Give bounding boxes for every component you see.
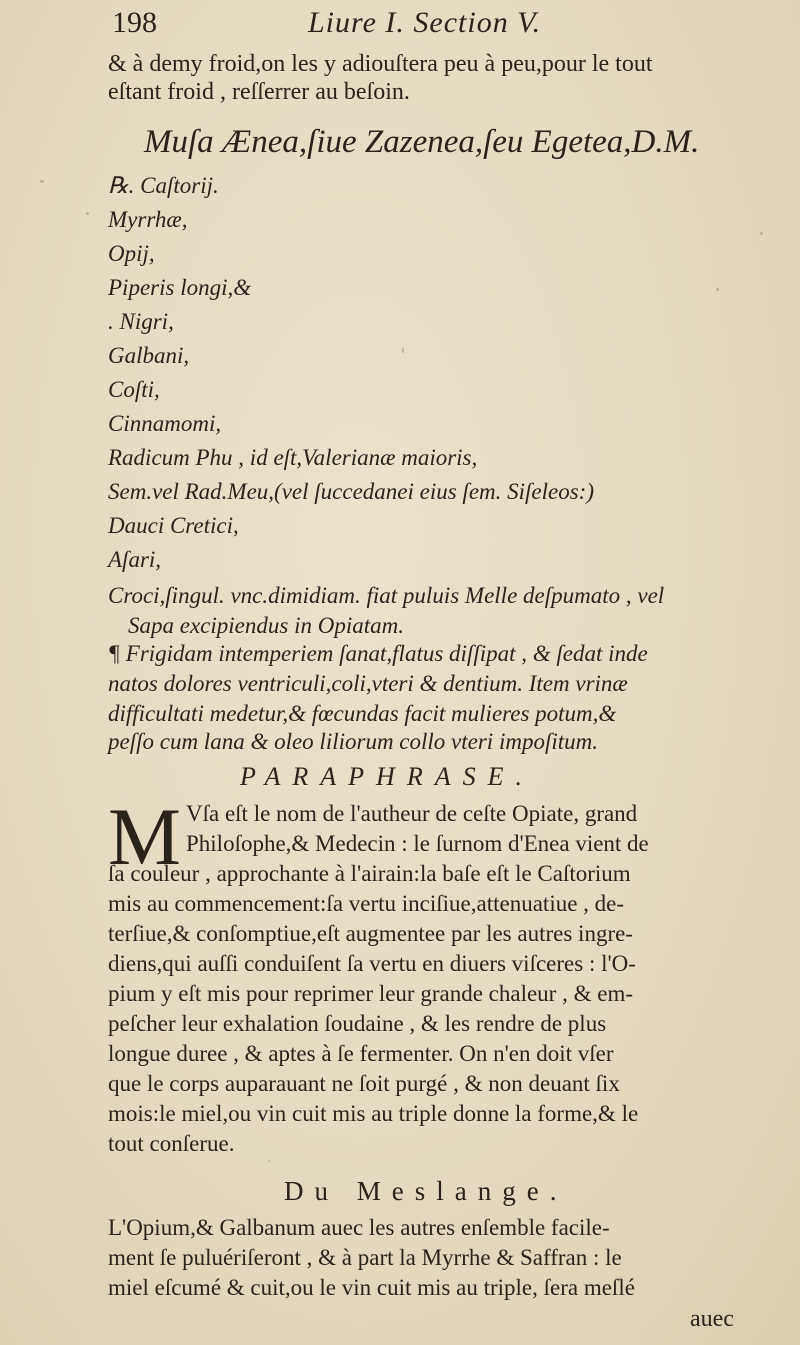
ingredient-line: Sapa excipiendus in Opiatam. <box>128 613 404 638</box>
meslange-line: miel eſcumé & cuit,ou le vin cuit mis au triple, ſera meſlé <box>108 1275 635 1300</box>
paraphrase-line: Philoſophe,& Medecin : le ſurnom d'Enea vient de <box>186 831 649 856</box>
page-header <box>108 6 608 42</box>
paraphrase-line: tout conſerue. <box>108 1131 235 1156</box>
paraphrase-line: Vſa eſt le nom de l'autheur de ceſte Opiate, grand <box>186 801 638 826</box>
drop-cap: M <box>108 791 181 882</box>
meslange-line: L'Opium,& Galbanum auec les autres enſemble facile- <box>108 1215 610 1240</box>
running-title: Liure I. Section V. <box>308 6 542 39</box>
paraphrase-line: ſa couleur , approchante à l'airain:la baſe eſt le Caſtorium <box>108 861 631 886</box>
paraphrase-line: que le corps auparauant ne ſoit purgé , & non deuant ſix <box>108 1071 620 1096</box>
paraphrase-heading: PARAPHRASE. <box>240 762 534 791</box>
ingredient-line: Sem.vel Rad.Meu,(vel ſuccedanei eius ſem. Siſeleos:) <box>108 479 594 504</box>
ingredient-line: ℞. Caſtorij. <box>108 173 219 198</box>
ingredient-line: Opij, <box>108 241 155 266</box>
virtues-line: difficultati medetur,& fœcundas facit mulieres potum,& <box>108 701 617 726</box>
ingredient-line: Dauci Cretici, <box>108 513 239 538</box>
ingredient-line: Cinnamomi, <box>108 411 222 436</box>
meslange-line: ment ſe puluériſeront , & à part la Myrrhe & Saffran : le <box>108 1245 622 1270</box>
ingredient-line: Radicum Phu , id eſt,Valerianæ maioris, <box>108 445 478 470</box>
ingredient-line: Galbani, <box>108 343 190 368</box>
recipe-title: Muſa Ænea,ſiue Zazenea,ſeu Egetea,D.M. <box>144 124 700 160</box>
paraphrase-line: terſiue,& conſomptiue,eſt augmentee par les autres ingre- <box>108 921 633 946</box>
ingredient-line: Coſti, <box>108 377 160 402</box>
paraphrase-line: mois:le miel,ou vin cuit mis au triple donne la forme,& le <box>108 1101 639 1126</box>
ingredient-line: . Nigri, <box>108 309 174 334</box>
page-number: 198 <box>112 6 157 39</box>
ingredient-line: Piperis longi,& <box>108 275 252 300</box>
paraphrase-line: longue duree , & aptes à ſe fermenter. On n'en doit vſer <box>108 1041 614 1066</box>
intro-line: & à demy froid,on les y adiouſtera peu à peu,pour le tout <box>108 51 653 77</box>
ingredient-line: Myrrhæ, <box>108 207 188 232</box>
paraphrase-line: peſcher leur exhalation ſoudaine , & les rendre de plus <box>108 1011 607 1036</box>
catchword: auec <box>690 1306 734 1332</box>
section-heading: Du Meslange. <box>284 1176 568 1206</box>
intro-line: eſtant froid , reſſerrer au beſoin. <box>108 79 410 105</box>
virtues-line: peſſo cum lana & oleo liliorum collo vteri impoſitum. <box>108 729 598 754</box>
paraphrase-line: pium y eſt mis pour reprimer leur grande chaleur , & em- <box>108 981 633 1006</box>
ingredient-line: Croci,ſingul. vnc.dimidiam. fiat puluis Melle deſpumato , vel <box>108 583 665 608</box>
ingredient-line: Aſari, <box>108 547 162 572</box>
virtues-line: ¶ Frigidam intemperiem ſanat,flatus diſſipat , & ſedat inde <box>108 641 648 666</box>
paraphrase-line: mis au commencement:ſa vertu inciſiue,attenuatiue , de- <box>108 891 625 916</box>
paraphrase-line: diens,qui auſſi conduiſent ſa vertu en diuers viſceres : l'O- <box>108 951 636 976</box>
virtues-line: natos dolores ventriculi,coli,vteri & dentium. Item vrinæ <box>108 671 628 696</box>
